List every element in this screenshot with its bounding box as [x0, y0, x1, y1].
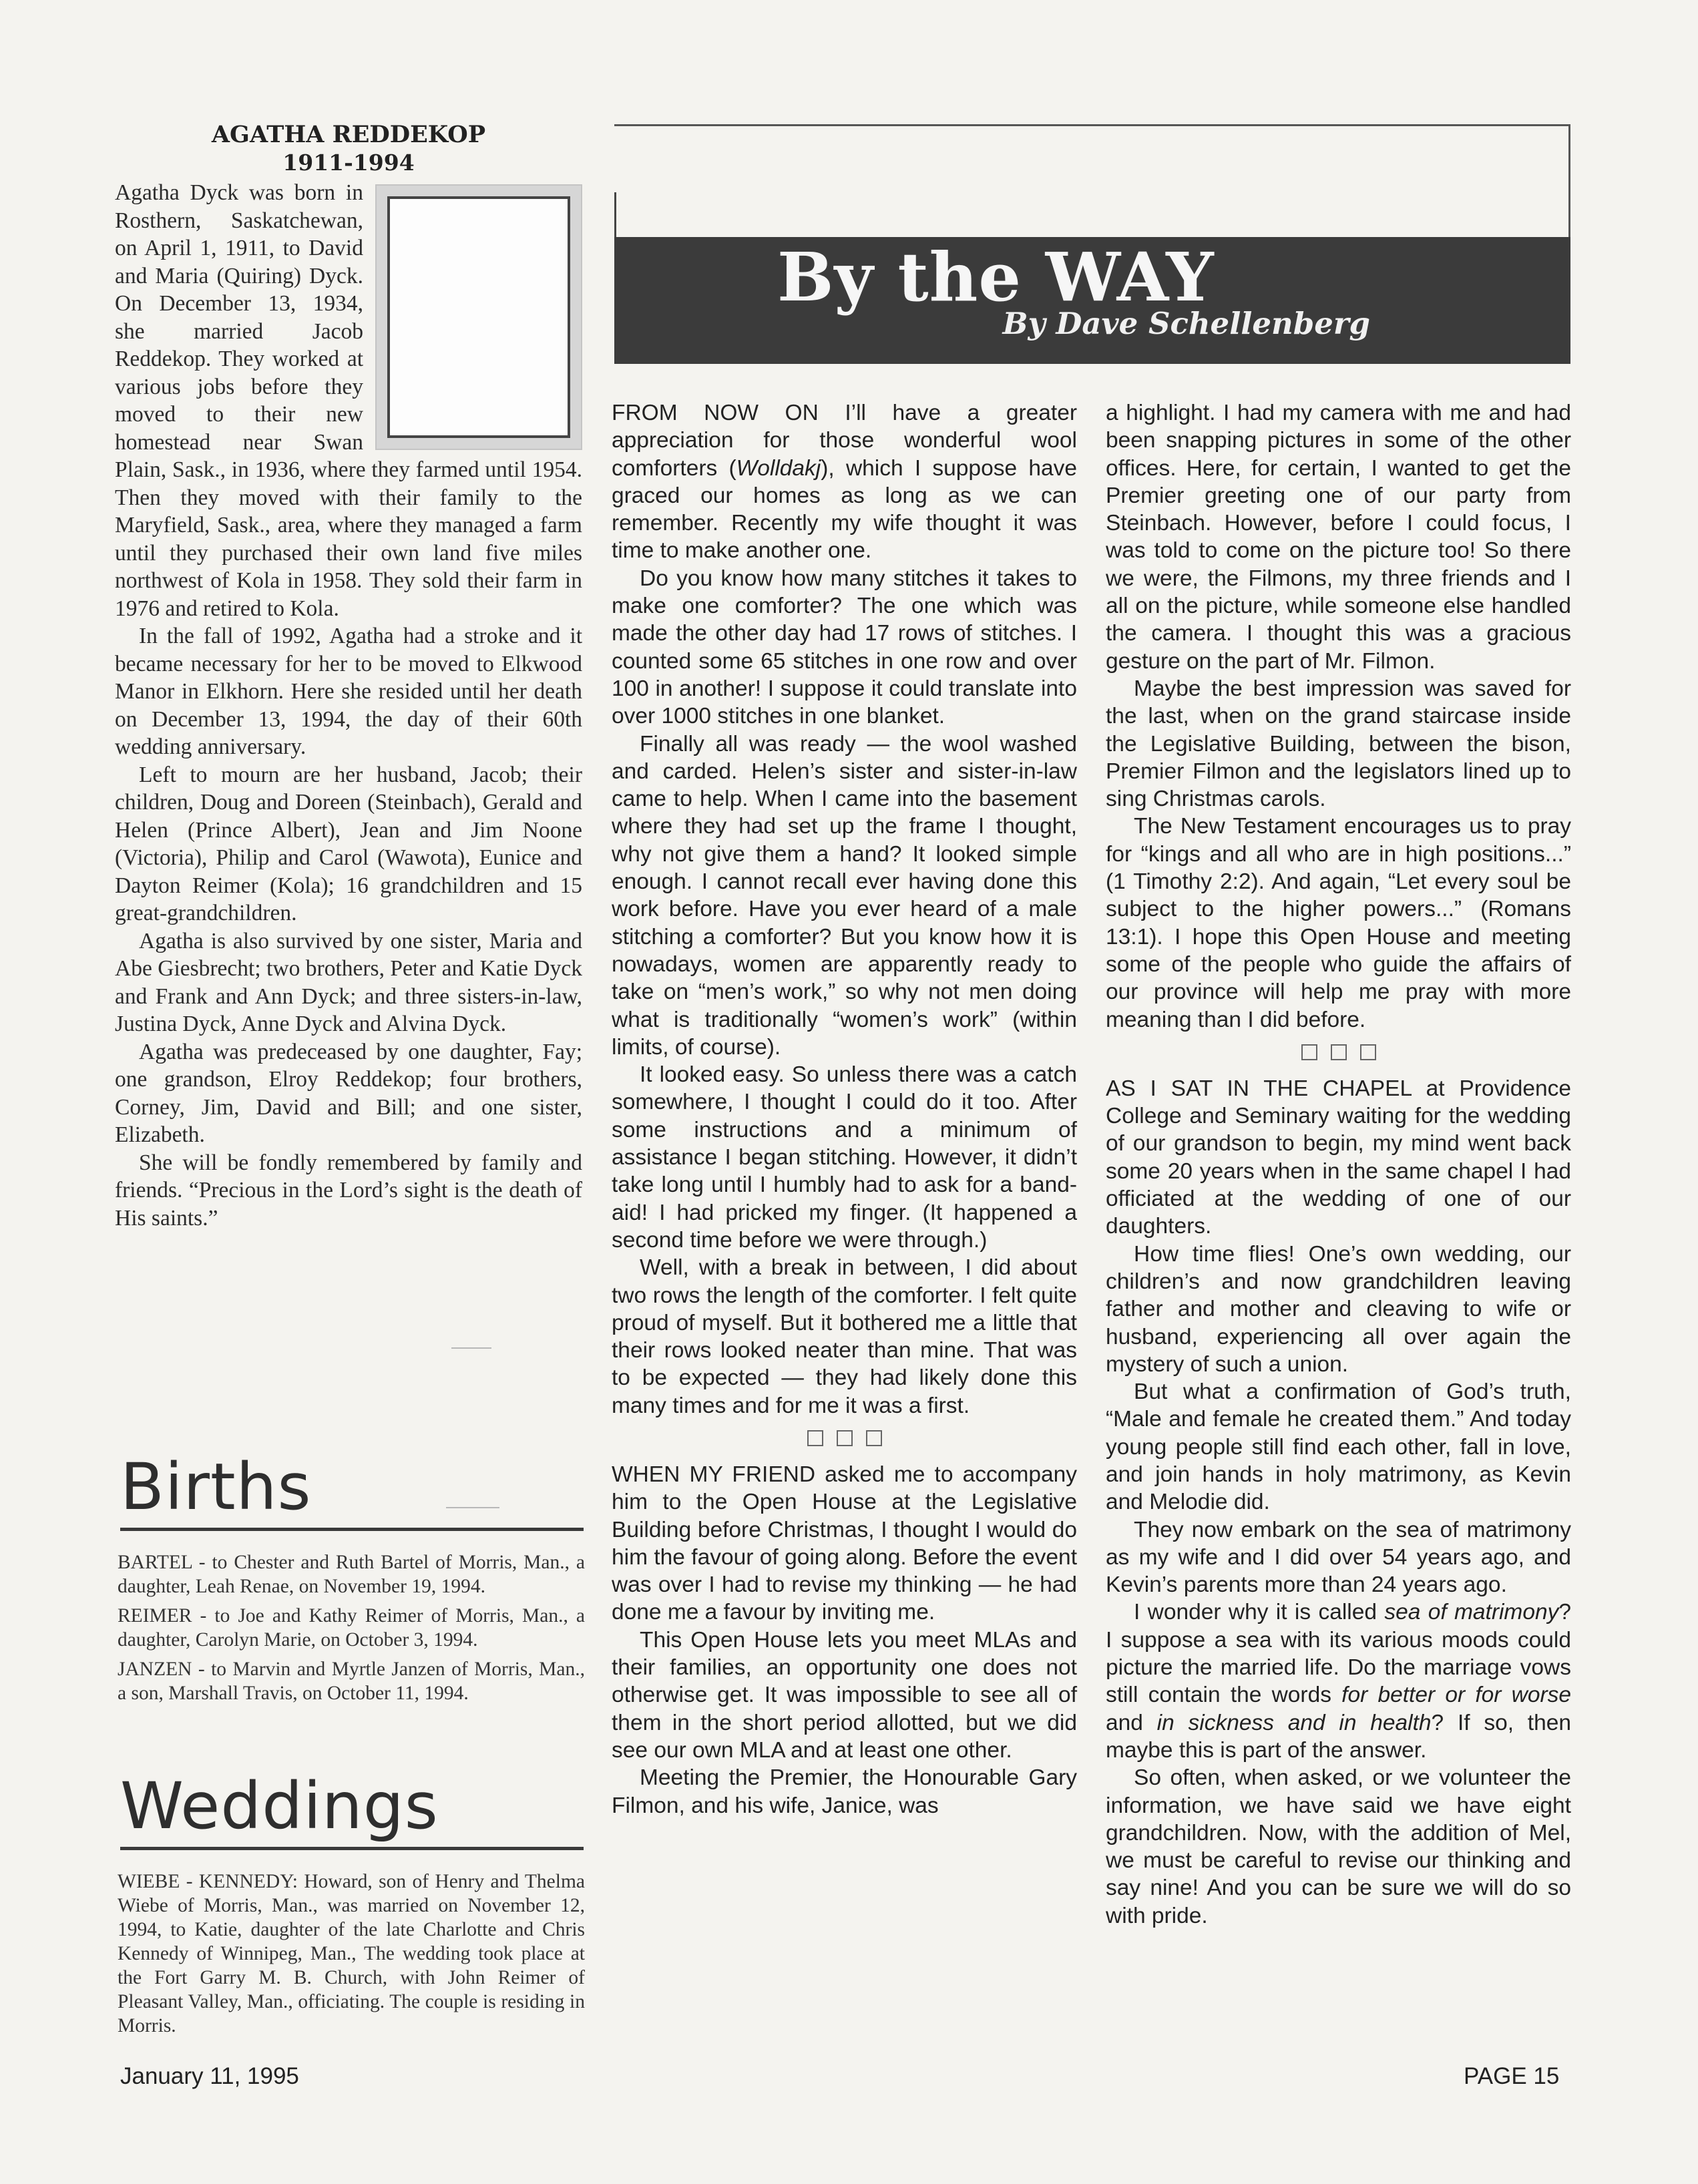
article-paragraph: WHEN MY FRIEND asked me to accompany him to the Open House at the Legislative Building before Christmas, I thought I would do him the favour of going along. Before the event was over I had to revise my thinking — he had done me a favour by inviting me.: [612, 1462, 1077, 1625]
column-byline: By Dave Schellenberg: [1002, 306, 1370, 341]
banner-tick: [614, 192, 616, 239]
obituary-dates: 1911-1994: [282, 150, 415, 176]
wedding-notice: WIEBE - KENNEDY: Howard, son of Henry and Thelma Wiebe of Morris, Man., was married on November 12, 1994, to Katie, daughter of the late Charlotte and Chris Kennedy of Winnipeg, Man., The wedding took place at the Fort Garry M. B. Church, with John Reimer of Pleasant Valley, Man., officiating. The couple is residing in Morris.: [118, 1871, 585, 2036]
page-number: PAGE 15: [1464, 2063, 1560, 2089]
article-paragraph: AS I SAT IN THE CHAPEL at Providence College and Seminary waiting for the wedding of our grandson to begin, my mind went back some 20 years when in the same chapel I had officiated at the wedding of one of our daughters.: [1106, 1076, 1571, 1239]
separator-box-icon: [1360, 1044, 1376, 1060]
obituary-body: [115, 179, 582, 1232]
obituary-title: AGATHA REDDEKOP: [211, 121, 486, 148]
article-paragraph: Meeting the Premier, the Honourable Gary Filmon, and his wife, Janice, was: [612, 1765, 1077, 1818]
column-title: By the WAY: [777, 238, 1215, 316]
article-paragraph: This Open House lets you meet MLAs and their families, an opportunity one does not otherwise get. It was impossible to see all of them in the short period allotted, but we did see our own MLA and at least one other.: [612, 1627, 1077, 1763]
weddings-rule: [120, 1847, 584, 1850]
obituary-paragraph: Agatha is also survived by one sister, Maria and Abe Giesbrecht; two brothers, Peter and Katie Dyck and Frank and Ann Dyck; and three sisters-in-law, Justina Dyck, Anne Dyck and Alvina Dyck.: [115, 928, 582, 1036]
section-separator: [612, 1424, 1077, 1452]
scan-mark: [451, 1347, 491, 1349]
separator-box-icon: [1331, 1044, 1347, 1060]
weddings-heading: Weddings: [120, 1769, 439, 1843]
obituary-paragraph: She will be fondly remembered by family and friends. “Precious in the Lord’s sight is the death of His saints.”: [115, 1150, 582, 1231]
birth-notice: BARTEL - to Chester and Ruth Bartel of Morris, Man., a daughter, Leah Renae, on November 19, 1994.: [118, 1552, 585, 1597]
p1-start: FROM NOW ON I’ll have a greater appreciation for those wonderful wool comforters (Wolldakj), which I suppose have graced our homes as long as we can remember. Recently my wife thought it was time to make another one.: [612, 401, 1077, 564]
birth-notice: JANZEN - to Marvin and Myrtle Janzen of Morris, Man., a son, Marshall Travis, on October 11, 1994.: [118, 1659, 585, 1704]
article-paragraph: It looked easy. So unless there was a catch somewhere, I thought I could do it too. After some instructions and a minimum of assistance I began stitching. However, it didn’t take long until I humbly had to ask for a band-aid! I had pricked my finger. (It happened a second time before we were through.): [612, 1062, 1077, 1253]
separator-box-icon: [1301, 1044, 1317, 1060]
article-paragraph: Maybe the best impression was saved for the last, when on the grand staircase inside the Legislative Building, between the bison, Premier Filmon and the legislators lined up to sing Christmas carols.: [1106, 676, 1571, 812]
article-paragraph: The New Testament encourages us to pray for “kings and all who are in high positions...” (1 Timothy 2:2). And again, “Let every soul be subject to the higher powers...” (Romans 13:1). I hope this Open House and meeting some of the people who guide the affairs of our province will help me pray with more meaning than I did before.: [1106, 814, 1571, 1032]
article-paragraph: Finally all was ready — the wool washed and carded. Helen’s sister and sister-in-law came to help. When I came into the basement where they had set up the frame I thought, why not give them a hand? It looked simple enough. I cannot recall ever having done this work before. Have you ever heard of a male stitching a comforter? But you know how it is nowadays, women are apparently ready to take on “men’s work,” so why not men doing what is traditionally “women’s work” (within limits, of course).: [612, 731, 1077, 1060]
obituary-paragraph: Left to mourn are her husband, Jacob; their children, Doug and Doreen (Steinbach), Gerald and Helen (Prince Albert), Jean and Jim Noone (Victoria), Philip and Carol (Wawota), Eunice and Dayton Reimer (Kola); 16 grandchildren and 15 great-grandchildren.: [115, 762, 582, 925]
issue-date: January 11, 1995: [120, 2063, 299, 2089]
weddings-notices: [118, 1870, 585, 2043]
births-heading: Births: [120, 1450, 312, 1524]
birth-notice: REIMER - to Joe and Kathy Reimer of Morris, Man., a daughter, Carolyn Marie, on October 3, 1994.: [118, 1605, 585, 1651]
article-paragraph: But what a confirmation of God’s truth, “Male and female he created them.” And today young people still find each other, fall in love, and join hands in holy matrimony, as Kevin and Melodie did.: [1106, 1379, 1571, 1515]
article-paragraph: How time flies! One’s own wedding, our children’s and now grandchildren leaving father and mother and cleaving to wife or husband, experiencing all over again the mystery of such a union.: [1106, 1241, 1571, 1377]
separator-box-icon: [807, 1430, 823, 1446]
banner-frame: [614, 124, 1570, 238]
obituary-paragraph: Agatha Dyck was born in Rosthern, Saskatchewan, on April 1, 1911, to David and Maria (Quiring) Dyck. On December 13, 1934, she married Jacob Reddekop. They worked at various jobs before they moved to their new homestead near Swan Plain, Sask., in 1936, where they farmed until 1954. Then they moved with their family to the Maryfield, Sask., area, where they managed a farm until they purchased their own land five miles northwest of Kola in 1958. They sold their farm in 1976 and retired to Kola.: [115, 180, 582, 621]
column-banner: [614, 237, 1570, 364]
article-paragraph: So often, when asked, or we volunteer the information, we have said we have eight grandchildren. Now, with the addition of Mel, we must be careful to revise our thinking and say nine! And you can be sure we will do so with pride.: [1106, 1765, 1571, 1928]
photo-frame: [375, 184, 582, 450]
section-separator: [1106, 1038, 1571, 1066]
obituary: [115, 120, 582, 1232]
obituary-paragraph: In the fall of 1992, Agatha had a stroke and it became necessary for her to be moved to Elkwood Manor in Elkhorn. Here she resided until her death on December 13, 1994, the day of their 60th wedding anniversary.: [115, 624, 582, 759]
births-rule: [120, 1528, 584, 1531]
photo-placeholder: [387, 196, 570, 438]
column-middle: [612, 399, 1077, 1819]
article-paragraph: a highlight. I had my camera with me and had been snapping pictures in some of the other offices. Here, for certain, I wanted to get the Premier greeting one of our party from Steinbach. However, before I could focus, I was told to come on the picture too! So there we were, the Filmons, my three friends and I all on the picture, while someone else handled the camera. I thought this was a gracious gesture on the part of Mr. Filmon.: [1106, 401, 1571, 674]
article-paragraph: Do you know how many stitches it takes to make one comforter? The one which was made the other day had 17 rows of stitches. I counted some 65 stitches in one row and over 100 in another! I suppose it could translate into over 1000 stitches in one blanket.: [612, 566, 1077, 729]
separator-box-icon: [837, 1430, 853, 1446]
births-notices: [118, 1550, 585, 1711]
separator-box-icon: [866, 1430, 882, 1446]
article-paragraph: They now embark on the sea of matrimony as my wife and I did over 54 years ago, and Kevin’s parents more than 24 years ago.: [1106, 1517, 1571, 1598]
column-right: [1106, 399, 1571, 1930]
article-paragraph: Well, with a break in between, I did about two rows the length of the comforter. I felt quite proud of myself. But it bothered me a little that their rows looked neater than mine. That was to be expected — they had likely done this many times and for me it was a first.: [612, 1255, 1077, 1418]
obituary-paragraph: Agatha was predeceased by one daughter, Fay; one grandson, Elroy Reddekop; four brothers, Corney, Jim, David and Bill; and one sister, Elizabeth.: [115, 1039, 582, 1147]
article-paragraph: I wonder why it is called sea of matrimony? I suppose a sea with its various moods could picture the married life. Do the marriage vows still contain the words for better or for worse and in sickness and in health? If so, then maybe this is part of the answer.: [1106, 1600, 1572, 1763]
article-paragraph: [612, 399, 1077, 565]
